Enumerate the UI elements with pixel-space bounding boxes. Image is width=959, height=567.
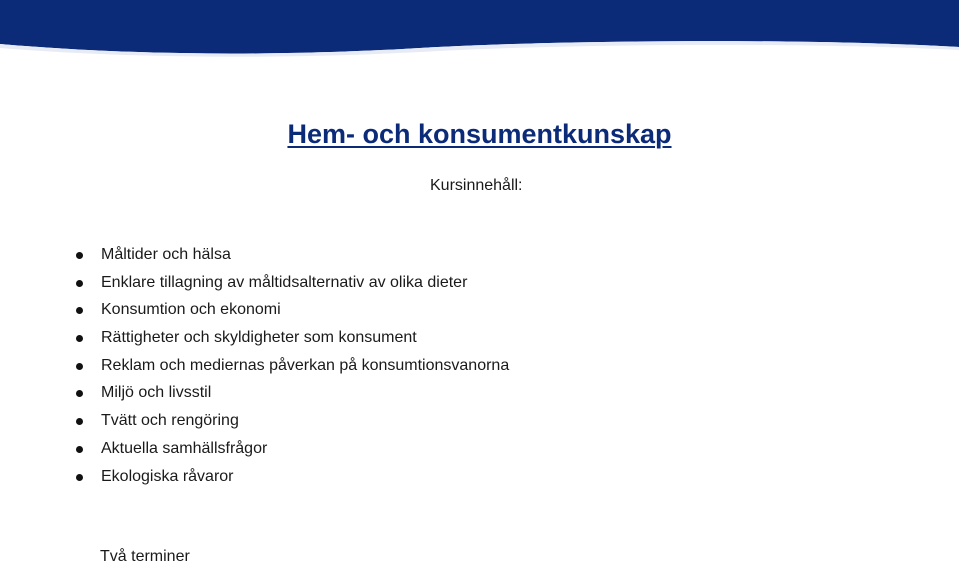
list-item: [0, 355, 509, 383]
list-item: [0, 466, 509, 494]
bullet-icon: [76, 390, 83, 397]
list-item: [0, 438, 509, 466]
list-item: [0, 244, 509, 272]
list-item: [0, 327, 509, 355]
list-item-text: Rättigheter och skyldigheter som konsument: [101, 329, 417, 347]
bullet-icon: [76, 335, 83, 342]
list-item: [0, 272, 509, 300]
course-content-heading: Kursinnehåll:: [430, 177, 523, 194]
list-item-text: Miljö och livsstil: [101, 384, 212, 402]
list-item-text: Enklare tillagning av måltidsalternativ av olika dieter: [101, 273, 468, 291]
bullet-icon: [76, 363, 83, 370]
list-item-text: Tvätt och rengöring: [101, 412, 239, 430]
bullet-icon: [76, 474, 83, 481]
page-title-text: Hem- och konsumentkunskap: [287, 119, 672, 149]
bullet-icon: [76, 446, 83, 453]
bullet-icon: [76, 280, 83, 287]
list-item-text: Måltider och hälsa: [101, 246, 231, 263]
list-item-text: Aktuella samhällsfrågor: [101, 439, 268, 457]
header-wave-band: [0, 0, 959, 60]
list-item: [0, 410, 509, 438]
course-content-list: [0, 244, 509, 493]
duration-note: Två terminer: [100, 548, 190, 565]
bullet-icon: [76, 307, 83, 314]
list-item-text: Konsumtion och ekonomi: [101, 301, 281, 319]
page-title: [0, 117, 959, 151]
bullet-icon: [76, 252, 83, 259]
list-item: [0, 299, 509, 327]
list-item-text: Reklam och mediernas påverkan på konsumtionsvanorna: [101, 356, 510, 374]
bullet-icon: [76, 418, 83, 425]
list-item-text: Ekologiska råvaror: [101, 467, 234, 485]
list-item: [0, 382, 509, 410]
